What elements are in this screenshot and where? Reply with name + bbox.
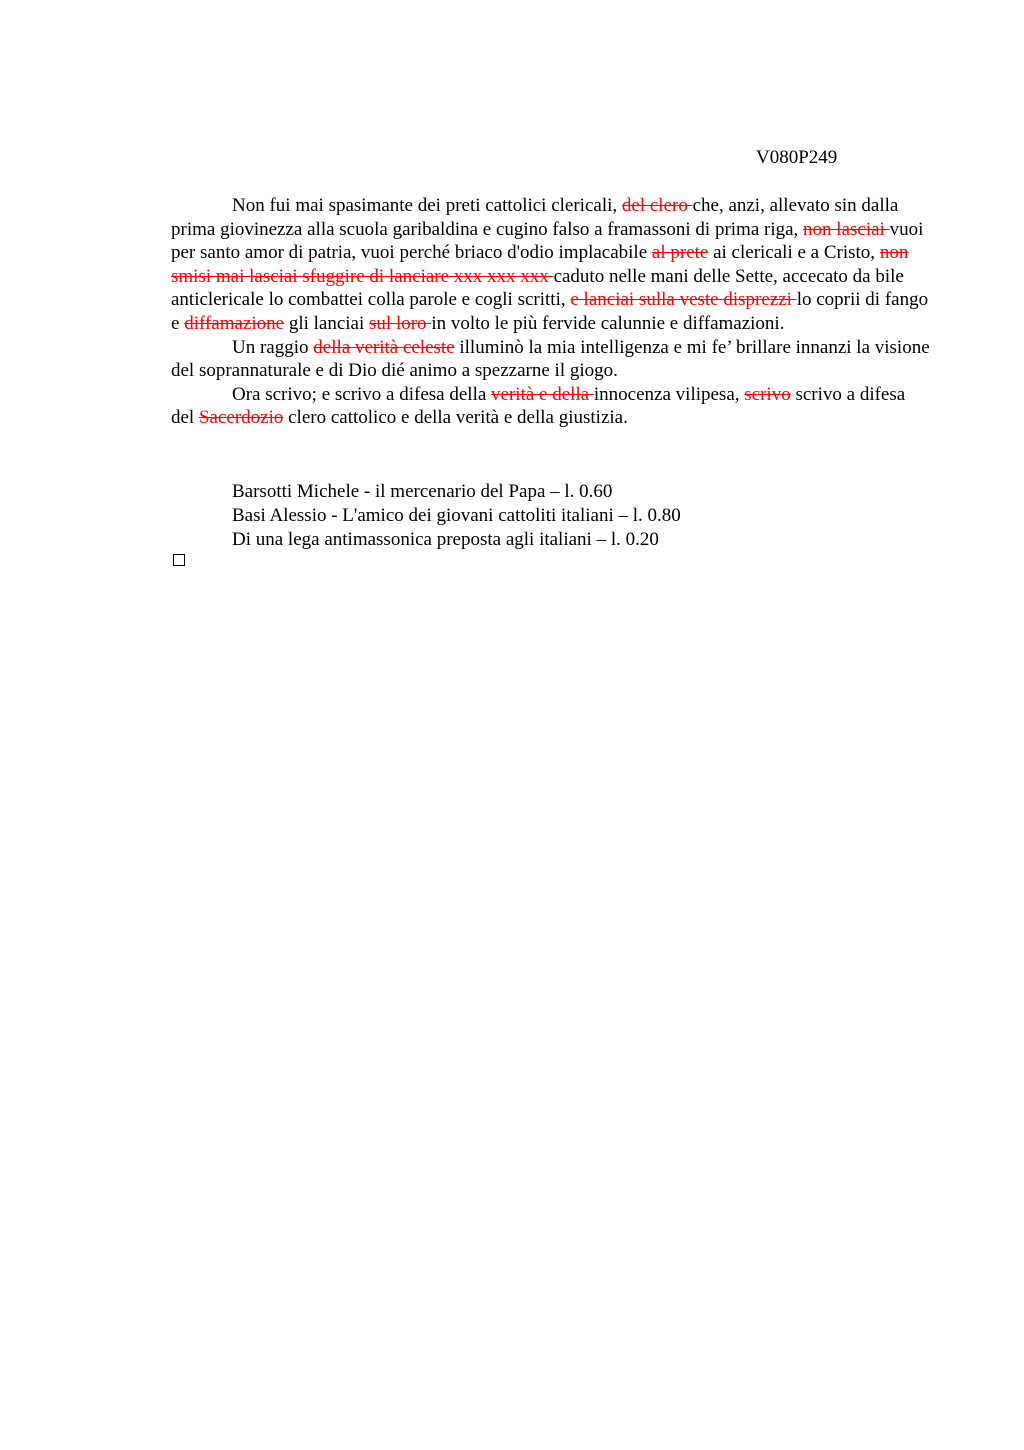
deleted-text: Sacerdozio [198, 407, 284, 429]
paragraph-3 [171, 383, 931, 430]
deleted-text: diffamazione [184, 312, 285, 334]
deleted-text: non lasciai [803, 218, 890, 240]
book-entry-1: Barsotti Michele - il mercenario del Papa – l. 0.60 [232, 481, 613, 502]
deleted-text: scrivo [744, 383, 791, 405]
text-segment: scrivo a difesa del [171, 383, 906, 429]
checkbox-box[interactable] [173, 554, 185, 566]
document-body [171, 194, 931, 430]
deleted-text: sul loro [369, 312, 432, 334]
text-segment: ai clericali e a Cristo, [708, 242, 880, 264]
deleted-text: non smisi mai lasciai sfuggire di lanciare xxx xxx xxx [171, 242, 909, 287]
text-segment: che, anzi, allevato sin dalla prima giovinezza alla scuola garibaldina e cugino falso a framassoni di prima riga, [171, 195, 899, 240]
text-segment: Ora scrivo; e scrivo a difesa della [232, 383, 492, 405]
text-segment: gli lanciai [284, 312, 370, 334]
text-segment: illuminò la mia intelligenza e mi fe’ brillare innanzi la visione del soprannaturale e di Dio dié animo a spezzarne il giogo. [171, 336, 930, 382]
text-segment: vuoi per santo amor di patria, vuoi perché briaco d'odio implacabile [171, 218, 924, 264]
text-segment: Non fui mai spasimante dei preti cattolici clericali, [232, 195, 622, 216]
book-entry-3: Di una lega antimassonica preposta agli italiani – l. 0.20 [232, 529, 659, 550]
paragraph-2 [171, 336, 931, 383]
deleted-text: e lanciai sulla veste disprezzi [570, 289, 797, 311]
text-segment: lo coprii di fango e [171, 289, 929, 334]
text-segment: in volto le più fervide calunnie e diffamazioni. [431, 312, 785, 334]
book-list [232, 480, 681, 552]
deleted-text: al prete [651, 242, 709, 264]
text-segment: caduto nelle mani delle Sette, accecato da bile anticlericale lo combattei colla parole e cogli scritti, [171, 265, 904, 311]
deleted-text: verità e della [491, 383, 594, 405]
document-id: V080P249 [756, 147, 838, 168]
paragraph-1 [171, 194, 931, 336]
text-segment: Un raggio [232, 336, 314, 358]
text-segment: innocenza vilipesa, [593, 383, 745, 405]
deleted-text: del clero [621, 195, 693, 216]
deleted-text: della verità celeste [313, 336, 455, 358]
book-entry-2: Basi Alessio - L'amico dei giovani cattoliti italiani – l. 0.80 [232, 505, 681, 526]
text-segment: clero cattolico e della verità e della giustizia. [283, 407, 628, 429]
